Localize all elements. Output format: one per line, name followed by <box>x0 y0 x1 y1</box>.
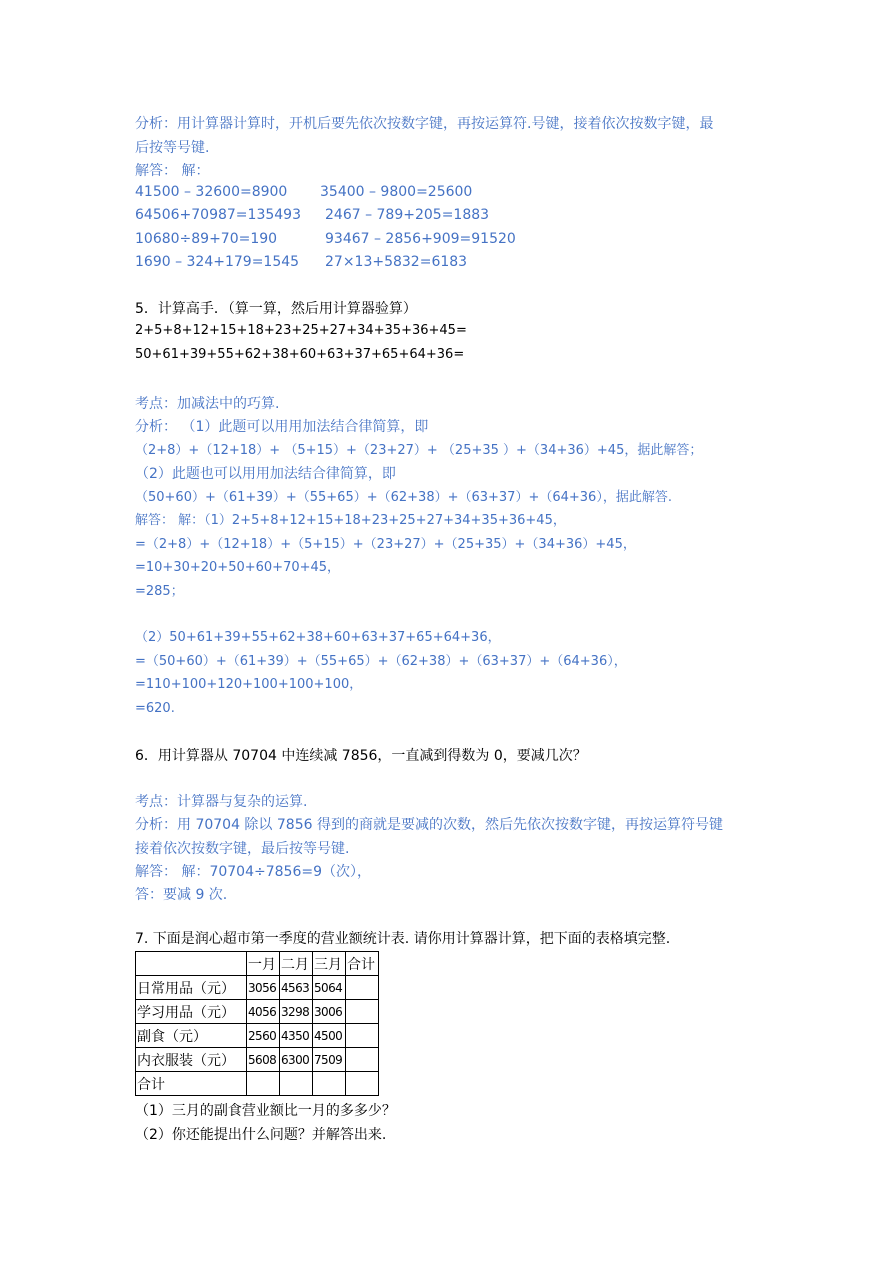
q5-solution1: 解答： 解：（1）2+5+8+12+15+18+23+25+27+34+35+36+45， <box>135 513 566 528</box>
q5-analysis1: 分析： （1）此题可以用用加法结合律简算，即 <box>135 419 429 435</box>
q4-row-left: 41500 – 32600=8900 <box>135 184 288 200</box>
q6-solution2: 答：要减 9 次. <box>135 887 228 903</box>
sales-table <box>135 951 379 1096</box>
q4-analysis: 分析：用计算器计算时，开机后要先依次按数字键，再按运算符.号键，接着依次按数字键，最 <box>135 116 714 132</box>
table-header-row <box>136 952 379 976</box>
table-cell-blank <box>346 1000 379 1024</box>
q4-row-right: 93467 – 2856+909=91520 <box>325 231 516 247</box>
table-row-label: 合计 <box>136 1072 247 1096</box>
table-cell-blank <box>313 1072 346 1096</box>
table-cell: 5064 <box>313 976 346 1000</box>
q5-solution3: =10+30+20+50+60+70+45， <box>135 560 341 575</box>
q5-analysis4: （50+60）+（61+39）+（55+65）+（62+38）+（63+37）+（64+36），据此解答. <box>135 490 672 505</box>
q5-analysis3: （2）此题也可以用用加法结合律简算，即 <box>135 466 396 482</box>
q6-point: 考点：计算器与复杂的运算. <box>135 794 308 810</box>
q5-solution2: =（2+8）+（12+18）+（5+15）+（23+27）+（25+35）+（34+36）+45， <box>135 537 636 552</box>
table-header-cell: 二月 <box>280 952 313 976</box>
q4-row-right: 2467 – 789+205=1883 <box>325 207 490 223</box>
q4-row-left: 64506+70987=135493 <box>135 207 301 223</box>
table-cell: 3298 <box>280 1000 313 1024</box>
table-row-label: 日常用品（元） <box>136 976 247 1000</box>
q5-solution6: =（50+60）+（61+39）+（55+65）+（62+38）+（63+37）+（64+36）， <box>135 654 627 669</box>
q4-row-right: 27×13+5832=6183 <box>325 254 468 270</box>
table-cell-blank <box>346 1048 379 1072</box>
table-header-cell <box>136 952 247 976</box>
q5-point: 考点：加减法中的巧算. <box>135 396 280 412</box>
table-cell-blank <box>346 1024 379 1048</box>
q5-expr1: 2+5+8+12+15+18+23+25+27+34+35+36+45= <box>135 323 467 338</box>
q4-row-left: 1690 – 324+179=1545 <box>135 254 300 270</box>
q4-row-right: 35400 – 9800=25600 <box>320 184 473 200</box>
q5-solution8: =620. <box>135 701 175 716</box>
q5-title: 5．计算高手．（算一算，然后用计算器验算） <box>135 301 417 317</box>
q7-subquestion1: （1）三月的副食营业额比一月的多多少？ <box>135 1103 396 1119</box>
q7-title: 7. 下面是润心超市第一季度的营业额统计表. 请你用计算器计算，把下面的表格填完整. <box>135 931 671 947</box>
table-cell-blank <box>346 1072 379 1096</box>
q4-analysis-cont: 后按等号键. <box>135 140 210 156</box>
table-cell: 6300 <box>280 1048 313 1072</box>
q5-solution7: =110+100+120+100+100+100， <box>135 677 363 692</box>
table-header-cell: 一月 <box>247 952 280 976</box>
q5-analysis2: （2+8）+（12+18）+ （5+15）+（23+27）+ （25+35 ）+（34+36）+45，据此解答； <box>135 443 703 458</box>
table-cell: 4500 <box>313 1024 346 1048</box>
q4-solution-label: 解答： 解： <box>135 163 210 179</box>
table-cell-blank <box>346 976 379 1000</box>
q6-solution1: 解答： 解：70704÷7856=9（次）， <box>135 864 371 880</box>
table-cell: 5608 <box>247 1048 280 1072</box>
table-cell-blank <box>247 1072 280 1096</box>
table-cell-blank <box>280 1072 313 1096</box>
q5-solution4: =285； <box>135 584 184 599</box>
table-cell: 3056 <box>247 976 280 1000</box>
q6-analysis2: 接着依次按数字键，最后按等号键. <box>135 841 350 857</box>
table-cell: 4350 <box>280 1024 313 1048</box>
table-row <box>136 1024 379 1048</box>
table-row <box>136 1000 379 1024</box>
table-row-label: 副食（元） <box>136 1024 247 1048</box>
table-row <box>136 1072 379 1096</box>
table-header-cell: 合计 <box>346 952 379 976</box>
q6-title: 6．用计算器从 70704 中连续减 7856，一直减到得数为 0，要减几次？ <box>135 748 587 764</box>
table-cell: 3006 <box>313 1000 346 1024</box>
table-header-cell: 三月 <box>313 952 346 976</box>
table-cell: 7509 <box>313 1048 346 1072</box>
q7-subquestion2: （2）你还能提出什么问题？并解答出来. <box>135 1127 387 1143</box>
table-cell: 2560 <box>247 1024 280 1048</box>
q4-row-left: 10680÷89+70=190 <box>135 231 278 247</box>
table-cell: 4563 <box>280 976 313 1000</box>
table-row <box>136 1048 379 1072</box>
q6-analysis1: 分析：用 70704 除以 7856 得到的商就是要减的次数，然后先依次按数字键，再按运算符号键 <box>135 817 723 833</box>
q5-solution5: （2）50+61+39+55+62+38+60+63+37+65+64+36， <box>135 630 501 645</box>
table-row <box>136 976 379 1000</box>
q5-expr2: 50+61+39+55+62+38+60+63+37+65+64+36= <box>135 347 465 362</box>
table-cell: 4056 <box>247 1000 280 1024</box>
table-row-label: 学习用品（元） <box>136 1000 247 1024</box>
table-row-label: 内衣服装（元） <box>136 1048 247 1072</box>
